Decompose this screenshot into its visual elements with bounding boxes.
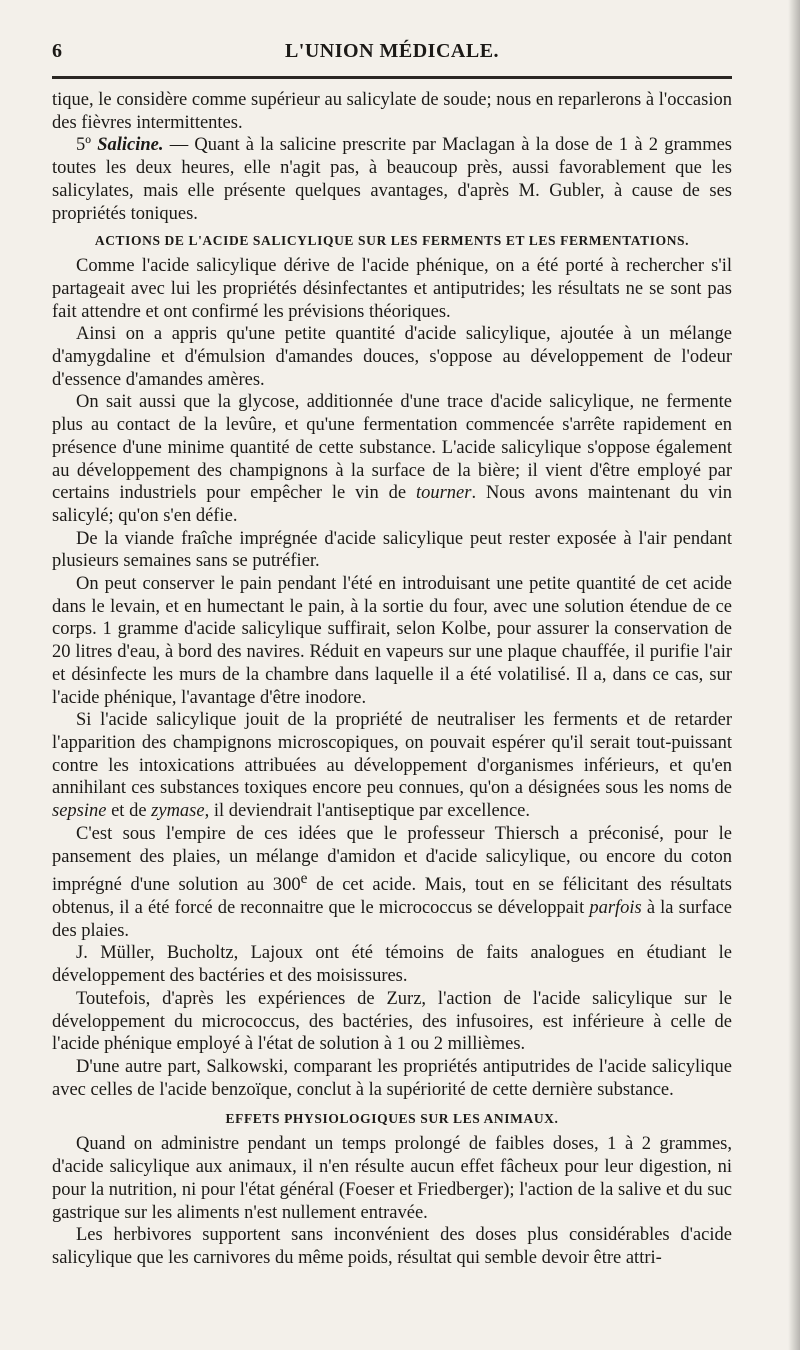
paragraph: Comme l'acide salicylique dérive de l'acide phénique, on a été porté à rechercher s'il partageait avec lui les propriétés désinfectantes et antiputrides; les résultats ne se sont pas fait attendre et ont confirmé les prévisions théoriques. (52, 256, 732, 322)
paragraph: Toutefois, d'après les expériences de Zurz, l'action de l'acide salicylique sur le développement du micrococcus, des bactéries, des infusoires, est inférieure à celle de l'acide phénique employé à l'état de solution à 1 ou 2 millièmes. (52, 988, 732, 1055)
paragraph: On peut conserver le pain pendant l'été en introduisant une petite quantité de cet acide dans le levain, et en humectant le pain, à la sortie du four, avec une solution étendue de ce corps. 1 gramme d'acide salicylique suffirait, selon Kolbe, pour assurer la conservation de 20 litres d'eau, à bord des navires. Réduit en vapeurs sur une plaque chauffée, il purifie l'air et désinfecte les murs de la chambre dans laquelle il a été volatilisé. Il a, dans ce cas, sur l'acide phénique, l'avantage d'être inodore. (52, 574, 732, 708)
section-heading: EFFETS PHYSIOLOGIQUES SUR LES ANIMAUX. (225, 1111, 559, 1127)
paragraph-text: et de (106, 801, 152, 822)
header-rule (52, 76, 732, 79)
paragraph-text: C'est sous l'empire de ces idées que le professeur Thiersch a préconisé, pour le pansement des plaies, un mélange d'amidon et d'acide salicylique, ou encore du coton imprégné d'une solution au 300 (52, 823, 732, 896)
paragraph: J. Müller, Bucholtz, Lajoux ont été témoins de faits analogues en étudiant le développement des bactéries et des moisissures. (52, 943, 732, 987)
paragraph-text: — Quant à la salicine prescrite par Maclagan à la dose de 1 à 2 grammes toutes les deux heures, elle n'agit pas, à beaucoup près, aussi favorablement que les salicylates, mais elle présente quelques avantages, d'après M. Gubler, à cause de ses propriétés toniques. (52, 135, 733, 224)
item-number: 5º (76, 135, 91, 156)
paragraph (52, 134, 732, 225)
paragraph: Quand on administre pendant un temps prolongé de faibles doses, 1 à 2 grammes, d'acide salicylique aux animaux, il n'en résulte aucun effet fâcheux pour leur digestion, ni pour la nutrition, ni pour l'état général (Foeser et Friedberger); l'action de la salive et du suc gastrique sur les aliments n'est nullement entravée. (52, 1134, 732, 1223)
paragraph (52, 823, 732, 943)
emphasis: sepsine (52, 801, 107, 822)
paragraph: D'une autre part, Salkowski, comparant les propriétés antiputrides de l'acide salicylique avec celles de l'acide benzoïque, conclut à la supériorité de cette dernière substance. (52, 1056, 732, 1100)
paragraph-text: à la surface des plaies. (52, 898, 733, 941)
emphasis: tourner (415, 483, 472, 504)
paragraph: tique, le considère comme supérieur au salicylate de soude; nous en reparlerons à l'occasion des fièvres intermittentes. (52, 90, 732, 133)
paragraph (52, 391, 732, 527)
page-header (52, 40, 732, 72)
emphasis: zymase (151, 801, 205, 822)
emphasis: parfois (589, 898, 642, 919)
paragraph-text: Si l'acide salicylique jouit de la propriété de neutraliser les ferments et de retarder l'apparition des champignons microscopiques, on pouvait espérer qu'il serait tout-puissant contre les intoxications attribuées au développement d'organismes inférieurs, et qu'en annihilant ces substances toxiques encore peu connues, qu'on a désignées sous les noms de (52, 710, 732, 799)
paragraph (52, 709, 732, 823)
paragraph: Ainsi on a appris qu'une petite quantité d'acide salicylique, ajoutée à un mélange d'amygdaline et d'émulsion d'amandes douces, s'oppose au développement de l'odeur d'essence d'amandes amères. (52, 324, 732, 390)
page (52, 40, 732, 1270)
paragraph-text: On sait aussi que la glycose, additionnée d'une trace d'acide salicylique, ne fermente plus au contact de la levûre, et qu'une fermentation commencée s'arrête rapidement en présence d'une minime quantité de cette substance. L'acide salicylique s'oppose également au développement des champignons à la surface de la bière; il vient d'être employé par certains industriels pour empêcher le vin de (52, 392, 732, 504)
page-edge-shadow (788, 0, 800, 1350)
superscript: e (300, 870, 308, 888)
page-number: 6 (52, 40, 63, 62)
paragraph-text: . Nous avons maintenant du vin salicylé; qu'on s'en défie. (52, 483, 732, 526)
paragraph: Les herbivores supportent sans inconvénient des doses plus considérables d'acide salicylique que les carnivores du même poids, résultat qui semble devoir être attri- (52, 1225, 732, 1268)
paragraph-text: , il deviendrait l'antiseptique par excellence. (204, 801, 530, 822)
body-text (52, 89, 732, 1270)
paragraph: De la viande fraîche imprégnée d'acide salicylique peut rester exposée à l'air pendant plusieurs semaines sans se putréfier. (52, 528, 732, 572)
running-title: L'UNION MÉDICALE. (284, 40, 500, 62)
section-heading: ACTIONS DE L'ACIDE SALICYLIQUE SUR LES FERMENTS ET LES FERMENTATIONS. (94, 233, 690, 249)
item-label: Salicine. (97, 135, 164, 156)
paragraph-text: de cet acide. Mais, tout en se félicitant des résultats obtenus, il a été forcé de reconnaitre que le micrococcus se développait (52, 875, 732, 919)
